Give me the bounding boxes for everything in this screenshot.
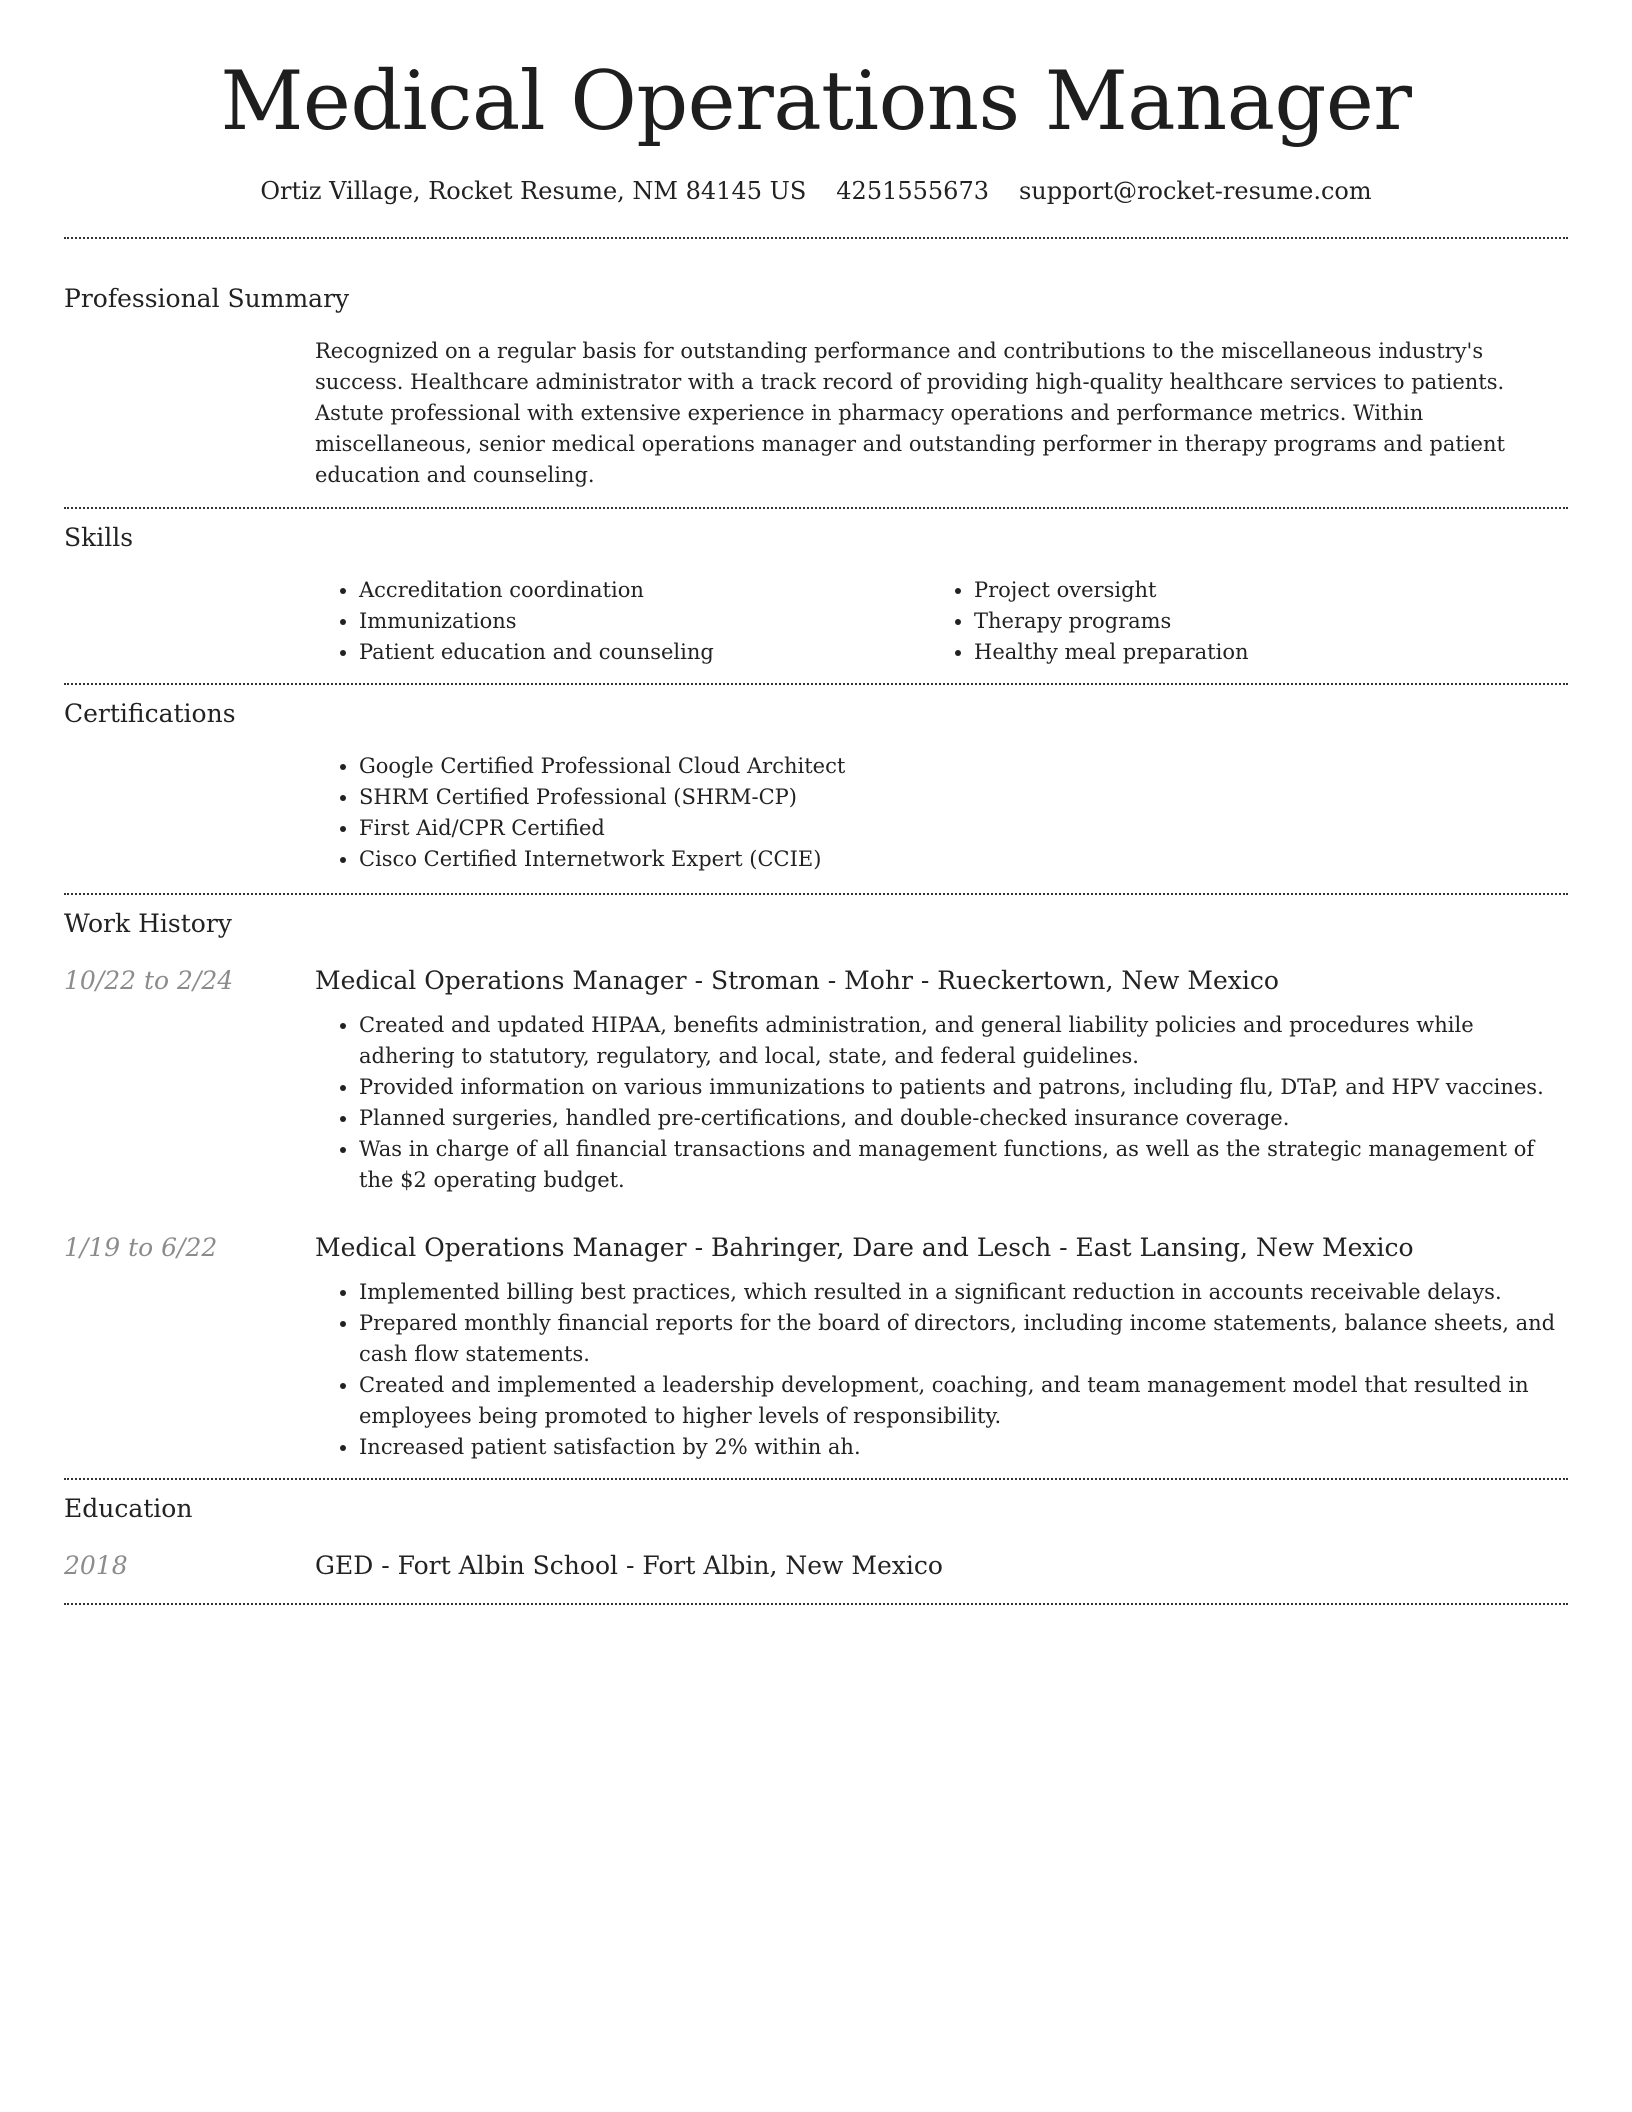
divider (64, 507, 1568, 509)
resume-page (64, 0, 1568, 1605)
job-bullet: • Provided information on various immunizations to patients and patrons, including flu, DTaP, and HPV vaccines. (359, 1072, 1568, 1103)
skill-item: • Immunizations (359, 606, 930, 637)
certifications-content (315, 751, 1568, 875)
job-bullet: • Prepared monthly financial reports for the board of directors, including income statements, balance sheets, and cash flow statements. (359, 1308, 1568, 1370)
job-heading: Medical Operations Manager - Stroman - Mohr - Rueckertown, New Mexico (315, 966, 1279, 995)
contact-email: support@rocket-resume.com (1018, 177, 1372, 205)
summary-heading: Professional Summary (64, 284, 350, 313)
skill-item: • Healthy meal preparation (974, 637, 1545, 668)
divider (64, 237, 1568, 239)
job-bullet: • Created and implemented a leadership development, coaching, and team management model that resulted in employees being promoted to higher levels of responsibility. (359, 1370, 1568, 1432)
divider (64, 893, 1568, 895)
skills-column-right (930, 575, 1545, 668)
job-bullets (315, 1277, 1568, 1463)
job-bullet: • Implemented billing best practices, which resulted in a significant reduction in accounts receivable delays. (359, 1277, 1568, 1308)
job-bullets (315, 1010, 1568, 1196)
education-heading: Education (64, 1494, 193, 1523)
job-entry (64, 964, 1568, 998)
divider (64, 1478, 1568, 1480)
job-details (315, 1010, 1568, 1196)
job-dates: 10/22 to 2/24 (64, 966, 234, 995)
skill-item: • Accreditation coordination (359, 575, 930, 606)
education-year: 2018 (64, 1551, 128, 1580)
contact-address: Ortiz Village, Rocket Resume, NM 84145 US (260, 177, 807, 205)
job-heading: Medical Operations Manager - Bahringer, Dare and Lesch - East Lansing, New Mexico (315, 1233, 1414, 1262)
certification-item: • First Aid/CPR Certified (359, 813, 1568, 844)
resume-name: Medical Operations Manager (220, 55, 1412, 149)
education-entry (64, 1549, 1568, 1583)
skill-item: • Project oversight (974, 575, 1545, 606)
work-history-heading: Work History (64, 909, 232, 938)
certifications-heading: Certifications (64, 699, 236, 728)
certification-item: • Google Certified Professional Cloud Architect (359, 751, 1568, 782)
job-entry (64, 1231, 1568, 1265)
education-heading-line: GED - Fort Albin School - Fort Albin, New Mexico (315, 1551, 943, 1580)
job-bullet: • Increased patient satisfaction by 2% within ah. (359, 1432, 1568, 1463)
summary-text: Recognized on a regular basis for outstanding performance and contributions to the miscellaneous industry's success. Healthcare administrator with a track record of providing high-quality healthcare services to patients. Astute professional with extensive experience in pharmacy operations and performance metrics. Within miscellaneous, senior medical operations manager and outstanding performer in therapy programs and patient education and counseling. (315, 339, 1505, 487)
skills-column-left (315, 575, 930, 668)
divider (64, 1603, 1568, 1605)
skills-heading: Skills (64, 523, 134, 552)
divider (64, 683, 1568, 685)
job-bullet: • Was in charge of all financial transactions and management functions, as well as the strategic management of the $2 operating budget. (359, 1134, 1568, 1196)
certification-item: • Cisco Certified Internetwork Expert (CCIE) (359, 844, 1568, 875)
job-dates: 1/19 to 6/22 (64, 1233, 218, 1262)
contact-phone: 4251555673 (836, 177, 989, 205)
skill-item: • Patient education and counseling (359, 637, 930, 668)
skills-list (315, 575, 1568, 668)
job-bullet: • Created and updated HIPAA, benefits administration, and general liability policies and procedures while adhering to statutory, regulatory, and local, state, and federal guidelines. (359, 1010, 1568, 1072)
certifications-list (315, 751, 1568, 875)
summary-content (315, 336, 1568, 491)
skill-item: • Therapy programs (974, 606, 1545, 637)
job-bullet: • Planned surgeries, handled pre-certifications, and double-checked insurance coverage. (359, 1103, 1568, 1134)
contact-line (64, 174, 1568, 208)
certification-item: • SHRM Certified Professional (SHRM-CP) (359, 782, 1568, 813)
job-details (315, 1277, 1568, 1463)
